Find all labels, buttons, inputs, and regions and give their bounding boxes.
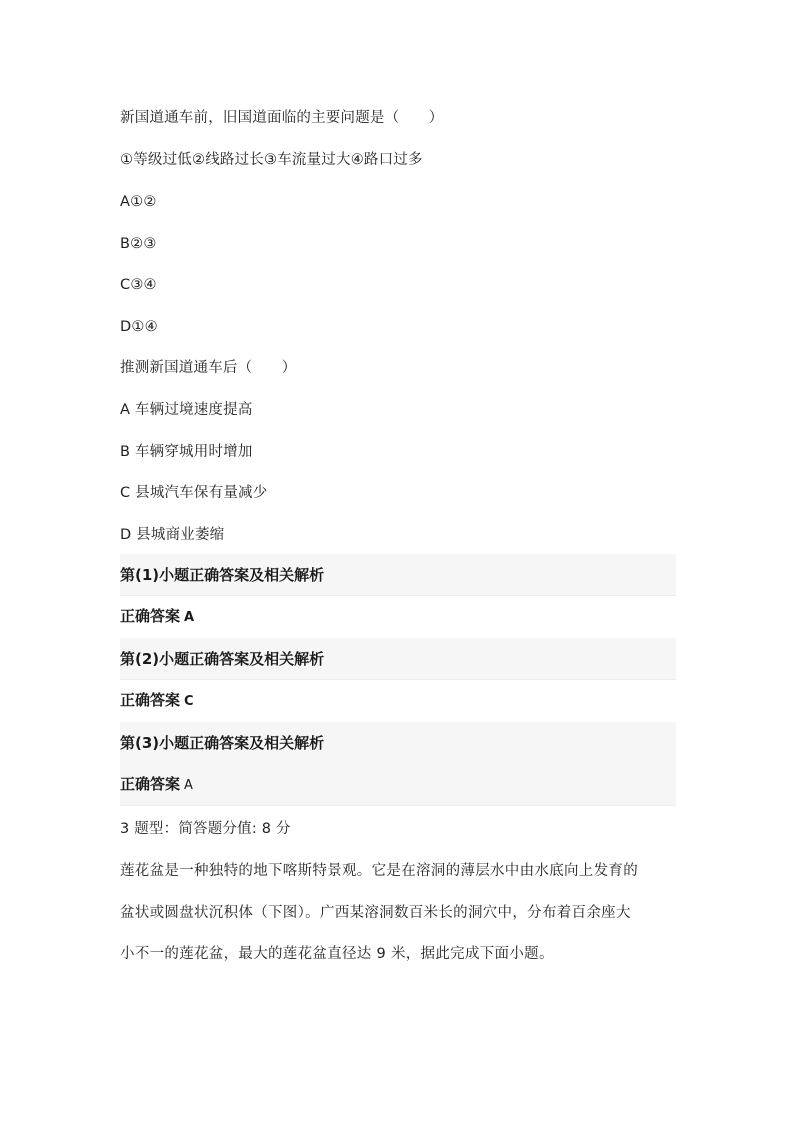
answer-header: 第(2)小题正确答案及相关解析 [120, 650, 325, 668]
question-meta: 3 题型：简答题分值: 8 分 [120, 821, 291, 837]
question-stem: 新国道通车前，旧国道面临的主要问题是（ ） [120, 110, 444, 126]
correct-answer-value: C [184, 694, 194, 709]
option-b: B②③ [120, 236, 157, 252]
correct-answer [120, 690, 194, 712]
question-paragraph-line: 莲花盆是一种独特的地下喀斯特景观。它是在溶洞的薄层水中由水底向上发育的 [120, 863, 638, 879]
answer-header: 第(3)小题正确答案及相关解析 [120, 734, 325, 752]
answer-header-band [120, 638, 676, 680]
question-stem: 推测新国道通车后（ ） [120, 360, 297, 376]
correct-answer-value: A [184, 778, 193, 793]
option-a: A①② [120, 194, 157, 210]
answer-header-band [120, 554, 676, 596]
question-paragraph-line: 盆状或圆盘状沉积体（下图）。广西某溶洞数百米长的洞穴中，分布着百余座大 [120, 905, 631, 921]
correct-answer-label: 正确答案 [120, 607, 181, 625]
correct-answer-label: 正确答案 [120, 775, 181, 793]
option-d: D 县城商业萎缩 [120, 527, 225, 543]
answer-header: 第(1)小题正确答案及相关解析 [120, 566, 325, 584]
option-c: C 县城汽车保有量减少 [120, 485, 268, 501]
option-a: A 车辆过境速度提高 [120, 402, 253, 418]
question-paragraph-line: 小不一的莲花盆，最大的莲花盆直径达 9 米，据此完成下面小题。 [120, 946, 554, 962]
option-b: B 车辆穿城用时增加 [120, 444, 253, 460]
answer-header-band [120, 722, 676, 806]
correct-answer [120, 774, 193, 796]
correct-answer-value: A [184, 610, 195, 625]
correct-answer [120, 606, 194, 628]
correct-answer-label: 正确答案 [120, 691, 181, 709]
option-d: D①④ [120, 319, 158, 335]
question-statements: ①等级过低②线路过长③车流量过大④路口过多 [120, 152, 423, 168]
option-c: C③④ [120, 277, 157, 293]
